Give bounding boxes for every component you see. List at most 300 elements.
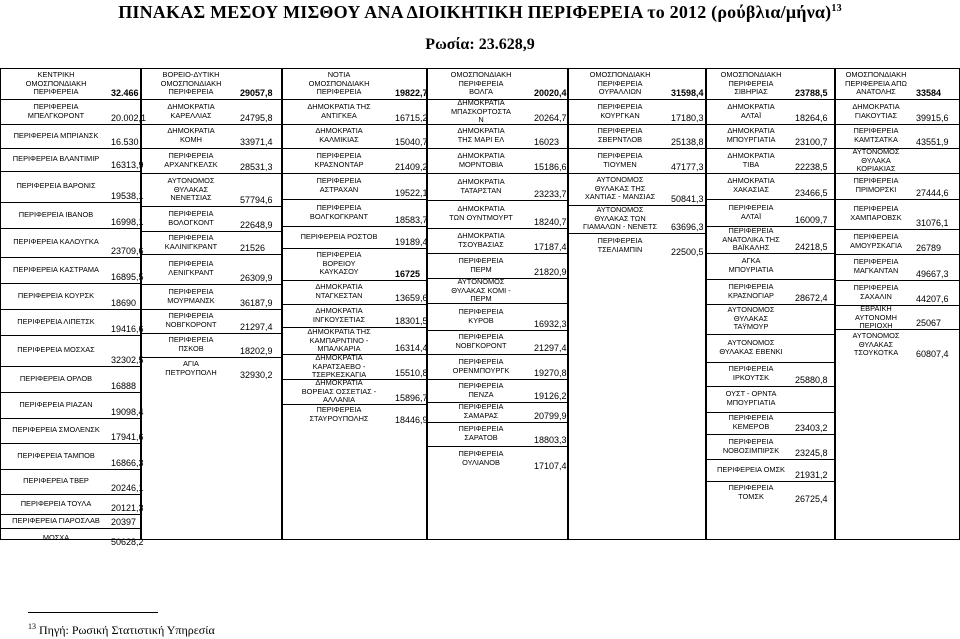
region-name: ΠΕΡΙΦΕΡΕΙΑ ΙΒΑΝΟΒ: [18, 210, 94, 219]
average-salary-value: 25880,8: [795, 375, 828, 385]
average-salary-value: 43551,9: [916, 137, 949, 147]
row-divider: [142, 284, 281, 285]
row-divider: [1, 228, 140, 229]
row-divider: [707, 481, 834, 482]
region-name: ΔΗΜΟΚΡΑΤΙΑ ΤΣΟΥΒΑΣΙΑΣ: [457, 231, 505, 249]
region-name: ΠΕΡΙΦΕΡΕΙΑ ΧΑΜΠΑΡΟΒΣΚ: [850, 204, 902, 222]
region-name: ΠΕΡΙΦΕΡΕΙΑ ΚΑΛΟΥΓΚΑ: [13, 237, 99, 246]
region-row: [428, 379, 567, 402]
average-salary-value: 21820,9: [534, 267, 567, 277]
region-row: [142, 231, 281, 254]
average-salary-value: 21526: [240, 243, 266, 253]
average-salary-value: 16932,3: [534, 319, 567, 329]
row-divider: [707, 124, 834, 125]
row-divider: [428, 173, 567, 174]
average-salary-value: 28531,3: [240, 162, 273, 172]
region-name: ΠΕΡΙΦΕΡΕΙΑ ΤΒΕΡ: [23, 476, 89, 485]
row-divider: [707, 434, 834, 435]
row-divider: [428, 402, 567, 403]
region-name: ΠΕΡΙΦΕΡΕΙΑ ΑΜΟΥΡΣΚΑΓΙΑ: [850, 232, 902, 250]
region-name: ΠΕΡΙΦΕΡΕΙΑ ΒΛΑΝΤΙΜΙΡ: [12, 154, 100, 163]
row-divider: [283, 304, 426, 305]
region-row: [428, 148, 567, 173]
region-name: ΔΗΜΟΚΡΑΤΙΑ ΜΟΡΝΤΟΒΙΑ: [457, 151, 505, 169]
region-row: [1, 469, 144, 494]
region-column: [427, 68, 568, 540]
region-name: ΔΗΜΟΚΡΑΤΙΑ ΤΗΣ ΜΑΡΙ ΕΛ: [457, 126, 505, 144]
row-divider: [428, 148, 567, 149]
region-row: [428, 253, 567, 278]
row-divider: [283, 99, 426, 100]
region-row: [1, 283, 140, 309]
region-row: [836, 254, 959, 280]
average-salary-value: 60807,4: [916, 349, 949, 359]
average-salary-value: 31076,1: [916, 218, 949, 228]
region-row: [283, 404, 426, 426]
average-salary-value: 20246,1: [111, 483, 144, 493]
row-divider: [707, 173, 834, 174]
region-name: ΒΟΡΕΙΟ-ΔΥΤΙΚΗ ΟΜΟΣΠΟΝΔΙΑΚΗ ΠΕΡΙΦΕΡΕΙΑ: [160, 70, 222, 97]
row-divider: [1, 528, 140, 529]
region-row: [428, 422, 567, 446]
region-name: ΔΗΜΟΚΡΑΤΙΑ ΧΑΚΑΣΙΑΣ: [727, 176, 775, 194]
region-row: [1, 335, 144, 366]
region-row: [428, 200, 567, 228]
region-row: [707, 434, 834, 459]
region-name: ΟΜΟΣΠΟΝΔΙΑΚΗ ΠΕΡΙΦΕΡΕΙΑ ΒΟΛΓΑ: [450, 70, 512, 97]
region-name: ΠΕΡΙΦΕΡΕΙΑ ΑΝΑΤΟΛΙΚΑ ΤΗΣ ΒΑΪΚΑΛΗΣ: [722, 226, 780, 253]
region-row: [707, 199, 834, 226]
row-divider: [707, 386, 834, 387]
average-salary-value: 19416,6: [111, 324, 144, 334]
region-row: [283, 248, 426, 280]
row-divider: [569, 173, 705, 174]
region-row: [707, 459, 834, 481]
row-divider: [707, 226, 834, 227]
region-row: [569, 124, 705, 148]
average-salary-value: 23100,7: [795, 137, 828, 147]
region-name: ΠΕΡΙΦΕΡΕΙΑ ΣΑΡΑΤΟΒ: [458, 424, 504, 442]
average-salary-value: 24795,8: [240, 113, 273, 123]
average-salary-value: 20264,7: [534, 113, 567, 123]
region-row: [836, 305, 959, 329]
region-name: ΠΕΡΙΦΕΡΕΙΑ ΜΠΕΛΓΚΟΡΟΝΤ: [27, 102, 85, 120]
region-name: ΟΜΟΣΠΟΝΔΙΑΚΗ ΠΕΡΙΦΕΡΕΙΑ ΑΠΩ ΑΝΑΤΟΛΗΣ: [845, 70, 907, 97]
region-name: ΑΥΤΟΝΟΜΟΣ ΘΥΛΑΚΑΣ ΤΑΫΜΟΥΡ: [727, 305, 775, 332]
average-salary-value: 44207,6: [916, 294, 949, 304]
average-salary-value: 18803,3: [534, 435, 567, 445]
region-row: [142, 309, 281, 333]
region-row: [569, 205, 705, 233]
average-salary-value: 22238,5: [795, 162, 828, 172]
row-divider: [428, 253, 567, 254]
row-divider: [1, 366, 140, 367]
region-row: [569, 99, 705, 124]
average-salary-value: 32930,2: [240, 370, 273, 380]
average-salary-value: 22500,5: [671, 247, 704, 257]
region-row: [428, 446, 567, 472]
region-name: ΠΕΡΙΦΕΡΕΙΑ ΟΡΛΟΒ: [19, 374, 93, 383]
average-salary-value: 29057,8: [240, 88, 273, 98]
average-salary-value: 16313,9: [111, 160, 144, 170]
average-salary-value: 16023: [534, 137, 560, 147]
average-salary-value: 26725,4: [795, 494, 828, 504]
region-name: ΔΗΜΟΚΡΑΤΙΑ ΤΗΣ ΑΝΤΙΓΚΕΑ: [307, 102, 371, 120]
row-divider: [1, 514, 140, 515]
average-salary-value: 16715,2: [395, 113, 428, 123]
average-salary-value: 17180,3: [671, 113, 704, 123]
region-name: ΠΕΡΙΦΕΡΕΙΑ ΚΟΥΡΓΚΑΝ: [597, 102, 643, 120]
region-name: ΠΕΡΙΦΕΡΕΙΑ ΠΣΚΟΒ: [168, 335, 214, 353]
average-salary-value: 15186,6: [534, 162, 567, 172]
region-name: ΠΕΡΙΦΕΡΕΙΑ ΒΟΡΕΙΟΥ ΚΑΥΚΑΣΟΥ: [316, 250, 362, 277]
region-row: [836, 99, 959, 124]
row-divider: [142, 254, 281, 255]
row-divider: [1, 418, 140, 419]
average-salary-value: 20799,9: [534, 411, 567, 421]
region-name: ΠΕΡΙΦΕΡΕΙΑ ΟΜΣΚ: [717, 465, 785, 474]
region-row: [142, 206, 281, 231]
federal-district-row: [707, 69, 834, 99]
region-row: [428, 402, 567, 422]
region-row: [428, 124, 567, 148]
region-row: [569, 233, 705, 258]
row-divider: [836, 173, 959, 174]
average-salary-value: 19538,1: [111, 191, 144, 201]
region-name: ΠΕΡΙΦΕΡΕΙΑ ΒΟΛΟΓΚΟΝΤ: [168, 209, 214, 227]
region-row: [428, 173, 567, 200]
region-name: ΚΕΝΤΡΙΚΗ ΟΜΟΣΠΟΝΔΙΑΚΗ ΠΕΡΙΦΕΡΕΙΑ: [25, 70, 87, 97]
row-divider: [836, 305, 959, 306]
average-salary-value: 31598,4: [671, 88, 704, 98]
row-divider: [283, 379, 426, 380]
region-row: [1, 228, 144, 257]
row-divider: [142, 309, 281, 310]
row-divider: [707, 334, 834, 335]
region-name: ΠΕΡΙΦΕΡΕΙΑ ΑΛΤΑΪ: [728, 203, 774, 221]
region-name: ΕΒΡΑΪΚΗ ΑΥΤΟΝΟΜΗ ΠΕΡΙΟΧΗ: [854, 304, 898, 331]
region-name: ΠΕΡΙΦΕΡΕΙΑ ΝΟΒΓΚΟΡΟΝΤ: [455, 332, 507, 350]
region-name: ΑΥΤΟΝΟΜΟΣ ΘΥΛΑΚΑΣ ΤΩΝ ΓΙΑΜΑΛΩΝ - ΝΕΝΕΤΣ: [582, 205, 658, 232]
region-name: ΠΕΡΙΦΕΡΕΙΑ ΣΑΧΑΛΙΝ: [853, 283, 899, 301]
row-divider: [836, 148, 959, 149]
region-row: [707, 304, 834, 334]
row-divider: [836, 329, 959, 330]
region-name: ΔΗΜΟΚΡΑΤΙΑ ΤΙΒΑ: [727, 151, 775, 169]
average-salary-value: 24218,5: [795, 242, 828, 252]
average-salary-value: 23245,8: [795, 448, 828, 458]
region-name: ΠΕΡΙΦΕΡΕΙΑ ΟΥΛΙΑΝΟΒ: [458, 449, 504, 467]
average-salary-value: 36187,9: [240, 298, 273, 308]
region-name: ΠΕΡΙΦΕΡΕΙΑ ΑΡΧΑΝΓΚΕΛΣΚ: [164, 151, 218, 169]
average-salary-value: 18690: [111, 298, 137, 308]
region-name: ΠΕΡΙΦΕΡΕΙΑ ΤΟΜΣΚ: [728, 483, 774, 501]
region-row: [142, 333, 281, 357]
average-salary-value: 21931,2: [795, 470, 828, 480]
region-row: [1, 514, 140, 528]
federal-district-row: [283, 69, 426, 99]
region-row: [428, 354, 567, 379]
region-column: [568, 68, 706, 540]
average-salary-value: 15040,7: [395, 137, 428, 147]
region-name: ΑΥΤΟΝΟΜΟΣ ΘΥΛΑΚΑΣ ΕΒΕΝΚΙ: [719, 338, 783, 356]
average-salary-value: 15896,7: [395, 393, 428, 403]
average-salary-value: 25067: [916, 318, 942, 328]
region-name: ΝΟΤΙΑ ΟΜΟΣΠΟΝΔΙΑΚΗ ΠΕΡΙΦΕΡΕΙΑ: [308, 70, 370, 97]
region-row: [707, 481, 834, 505]
region-row: [1, 528, 144, 548]
row-divider: [283, 148, 426, 149]
region-row: [428, 330, 567, 354]
region-row: [283, 280, 426, 304]
region-name: ΠΕΡΙΦΕΡΕΙΑ ΟΡΕΝΜΠΟΥΡΓΚ: [452, 357, 510, 375]
region-row: [283, 124, 426, 148]
region-name: ΠΕΡΙΦΕΡΕΙΑ ΤΟΥΛΑ: [20, 499, 92, 508]
region-name: ΔΗΜΟΚΡΑΤΙΑ ΙΝΓΚΟΥΣΕΤΙΑΣ: [312, 306, 366, 324]
row-divider: [428, 200, 567, 201]
region-name: ΟΜΟΣΠΟΝΔΙΑΚΗ ΠΕΡΙΦΕΡΕΙΑ ΟΥΡΑΛΛΙΩΝ: [589, 70, 651, 97]
region-row: [569, 148, 705, 173]
region-row: [142, 148, 281, 173]
region-name: ΠΕΡΙΦΕΡΕΙΑ ΠΡΙΜΟΡΣΚΙ: [853, 176, 899, 194]
region-name: ΠΕΡΙΦΕΡΕΙΑ ΝΟΒΓΚΟΡΟΝΤ: [165, 311, 217, 329]
region-name: ΠΕΡΙΦΕΡΕΙΑ ΤΙΟΥΜΕΝ: [597, 151, 643, 169]
row-divider: [707, 279, 834, 280]
region-name: ΠΕΡΙΦΕΡΕΙΑ ΣΑΜΑΡΑΣ: [458, 402, 504, 420]
region-name: ΔΗΜΟΚΡΑΤΙΑ ΤΑΤΑΡΣΤΑΝ: [457, 177, 505, 195]
average-salary-value: 33584: [916, 88, 942, 98]
region-row: [142, 173, 281, 206]
region-row: [836, 199, 959, 229]
region-row: [836, 173, 959, 199]
row-divider: [1, 257, 140, 258]
row-divider: [1, 392, 140, 393]
average-salary-value: 16.530: [111, 137, 139, 147]
region-name: ΔΗΜΟΚΡΑΤΙΑ ΚΑΛΜΙΚΙΑΣ: [315, 126, 363, 144]
page-title: ΠΙΝΑΚΑΣ ΜΕΣΟΥ ΜΙΣΘΟΥ ΑΝΑ ΔΙΟΙΚΗΤΙΚΗ ΠΕΡΙΦΕΡΕΙΑ το 2012 $(\rho oύ\beta\lambda\iota\alpha/\mu ή\nu\alpha)^{13}$: [118, 2, 842, 22]
average-salary-value: 16314,4: [395, 343, 428, 353]
row-divider: [707, 99, 834, 100]
row-divider: [428, 422, 567, 423]
row-divider: [428, 379, 567, 380]
region-name: ΔΗΜΟΚΡΑΤΙΑ ΜΠΟΥΡΓΙΑΤΙΑ: [726, 126, 776, 144]
region-name: ΠΕΡΙΦΕΡΕΙΑ ΡΙΑΖΑΝ: [19, 400, 93, 409]
average-salary-value: 63696,3: [671, 222, 704, 232]
region-row: [283, 173, 426, 199]
row-divider: [1, 124, 140, 125]
average-salary-value: 23788,5: [795, 88, 828, 98]
region-name: ΠΕΡΙΦΕΡΕΙΑ ΚΕΜΕΡΟΒ: [728, 413, 774, 431]
region-row: [1, 366, 140, 392]
average-salary-value: 23466,5: [795, 188, 828, 198]
federal-district-row: [569, 69, 705, 99]
region-name: ΠΕΡΙΦΕΡΕΙΑ ΜΟΣΧΑΣ: [17, 345, 95, 354]
region-row: [283, 226, 426, 248]
footnote: $^{13}$ Πηγή: Ρωσική Στατιστική Υπηρεσία: [28, 622, 215, 637]
average-salary-value: 39915,6: [916, 113, 949, 123]
region-name: ΠΕΡΙΦΕΡΕΙΑ ΜΑΓΚΑΝΤΑΝ: [853, 257, 899, 275]
region-row: [707, 362, 834, 386]
row-divider: [707, 199, 834, 200]
row-divider: [569, 124, 705, 125]
row-divider: [283, 404, 426, 405]
average-salary-value: 21409,2: [395, 162, 428, 172]
row-divider: [836, 124, 959, 125]
region-row: [1, 494, 144, 514]
row-divider: [707, 412, 834, 413]
average-salary-value: 13659,6: [395, 293, 428, 303]
row-divider: [707, 459, 834, 460]
row-divider: [428, 124, 567, 125]
region-name: ΠΕΡΙΦΕΡΕΙΑ ΚΟΥΡΣΚ: [17, 291, 95, 300]
region-column: [0, 68, 147, 547]
row-divider: [142, 333, 281, 334]
region-name: ΔΗΜΟΚΡΑΤΙΑ ΤΩΝ ΟΥΝΤΜΟΥΡΤ: [449, 204, 513, 222]
region-row: [707, 412, 834, 434]
region-row: [707, 386, 834, 412]
region-name: ΔΗΜΟΚΡΑΤΙΑ ΜΠΑΣΚΟΡΤΟΣΤΑ Ν: [451, 98, 511, 125]
region-row: [707, 226, 834, 253]
region-name: ΠΕΡΙΦΕΡΕΙΑ ΣΜΟΛΕΝΣΚ: [12, 425, 100, 434]
region-row: [836, 148, 959, 173]
average-salary-value: 19189,4: [395, 237, 428, 247]
average-salary-value: 23709,6: [111, 246, 144, 256]
region-row: [569, 173, 705, 205]
region-row: [283, 199, 426, 226]
region-name: ΔΗΜΟΚΡΑΤΙΑ ΚΑΡΑΤΣΑΕΒΟ - ΤΣΕΡΚΕΣΚΑΓΙΑ: [311, 353, 367, 380]
region-name: ΔΗΜΟΚΡΑΤΙΑ ΚΟΜΗ: [167, 126, 215, 144]
region-name: ΠΕΡΙΦΕΡΕΙΑ ΠΕΡΜ: [458, 256, 504, 274]
region-column: [141, 68, 282, 540]
average-salary-value: 21297,4: [534, 343, 567, 353]
region-row: [836, 229, 959, 254]
region-row: [707, 148, 834, 173]
region-row: [1, 392, 144, 418]
row-divider: [142, 357, 281, 358]
average-salary-value: 19522,1: [395, 188, 428, 198]
footnote-reference: 13: [831, 3, 842, 14]
average-salary-value: 32302,5: [111, 355, 144, 365]
row-divider: [836, 280, 959, 281]
region-name: ΠΕΡΙΦΕΡΕΙΑ ΙΡΚΟΥΤΣΚ: [728, 364, 774, 382]
region-name: ΠΕΡΙΦΕΡΕΙΑ ΜΠΡΙΑΝΣΚ: [13, 131, 99, 140]
region-name: ΠΕΡΙΦΕΡΕΙΑ ΡΟΣΤΟΒ: [300, 232, 378, 241]
average-salary-value: 16725: [395, 269, 421, 279]
region-name: ΠΕΡΙΦΕΡΕΙΑ ΓΙΑΡΟΣΛΑΒ: [12, 516, 100, 525]
average-salary-value: 32.466: [111, 88, 139, 98]
row-divider: [1, 148, 140, 149]
row-divider: [428, 446, 567, 447]
region-row: [707, 279, 834, 304]
row-divider: [707, 362, 834, 363]
region-name: ΠΕΡΙΦΕΡΕΙΑ ΒΑΡΟΝΙΣ: [16, 181, 96, 190]
average-salary-value: 21297,4: [240, 322, 273, 332]
average-salary-value: 33971,4: [240, 137, 273, 147]
row-divider: [142, 148, 281, 149]
region-row: [428, 228, 567, 253]
average-salary-value: 18583,7: [395, 215, 428, 225]
salary-table: [0, 68, 960, 547]
region-row: [283, 99, 426, 124]
region-row: [836, 280, 959, 305]
region-row: [1, 257, 144, 283]
average-salary-value: 50841,3: [671, 194, 704, 204]
region-row: [1, 202, 144, 228]
row-divider: [1, 494, 140, 495]
average-salary-value: 18240,7: [534, 217, 567, 227]
average-salary-value: 16998,1: [111, 217, 144, 227]
region-row: [142, 99, 281, 124]
row-divider: [283, 226, 426, 227]
row-divider: [1, 202, 140, 203]
average-salary-value: 19126,2: [534, 391, 567, 401]
region-name: ΠΕΡΙΦΕΡΕΙΑ ΛΕΝΙΓΚΡΑΝΤ: [168, 259, 214, 277]
region-name: ΠΕΡΙΦΕΡΕΙΑ ΣΤΑΥΡΟΥΠΟΛΗΣ: [309, 405, 369, 423]
row-divider: [428, 303, 567, 304]
region-row: [1, 418, 144, 443]
region-row: [707, 334, 834, 362]
region-row: [428, 99, 567, 124]
average-salary-value: 15510,8: [395, 368, 428, 378]
region-name: ΑΥΤΟΝΟΜΟΣ ΘΥΛΑΚΑ ΚΟΡΙΑΚΙΑΣ: [852, 147, 900, 174]
region-row: [1, 148, 144, 171]
region-name: ΟΥΣΤ - ΟΡΝΤΑ ΜΠΟΥΡΓΙΑΤΙΑ: [725, 389, 777, 407]
region-name: ΠΕΡΙΦΕΡΕΙΑ ΝΟΒΟΣΙΜΠΙΡΣΚ: [722, 437, 780, 455]
region-row: [836, 329, 959, 360]
row-divider: [1, 335, 140, 336]
region-name: ΠΕΡΙΦΕΡΕΙΑ ΣΒΕΡΝΤΛΟΒ: [597, 126, 643, 144]
row-divider: [283, 199, 426, 200]
footnote-divider: [28, 612, 158, 613]
average-salary-value: 26789: [916, 243, 942, 253]
row-divider: [836, 229, 959, 230]
row-divider: [569, 233, 705, 234]
region-name: ΠΕΡΙΦΕΡΕΙΑ ΚΑΜΤΣΑΤΚΑ: [853, 126, 899, 144]
row-divider: [569, 205, 705, 206]
row-divider: [1, 469, 140, 470]
row-divider: [428, 354, 567, 355]
average-salary-value: 17941,6: [111, 432, 144, 442]
row-divider: [142, 124, 281, 125]
region-name: ΠΕΡΙΦΕΡΕΙΑ ΚΑΛΙΝΙΓΚΡΑΝΤ: [164, 233, 218, 251]
row-divider: [569, 99, 705, 100]
row-divider: [142, 173, 281, 174]
region-name: ΔΗΜΟΚΡΑΤΙΑ ΝΤΑΓΚΕΣΤΑΝ: [315, 282, 363, 300]
region-name: ΠΕΡΙΦΕΡΕΙΑ ΤΑΜΠΟΒ: [17, 451, 95, 460]
row-divider: [142, 206, 281, 207]
row-divider: [428, 99, 567, 100]
row-divider: [836, 99, 959, 100]
region-name: ΠΕΡΙΦΕΡΕΙΑ ΒΟΛΓΚΟΓΚΡΑΝΤ: [309, 203, 369, 221]
average-salary-value: 19822,7: [395, 88, 428, 98]
row-divider: [428, 330, 567, 331]
average-salary-value: 17107,4: [534, 461, 567, 471]
federal-district-row: [142, 69, 281, 99]
region-row: [283, 148, 426, 173]
page-subtitle: Ρωσία: 23.628,9: [425, 36, 535, 53]
region-row: [283, 327, 426, 354]
federal-district-row: [1, 69, 140, 99]
row-divider: [283, 124, 426, 125]
average-salary-value: 16888: [111, 381, 137, 391]
average-salary-value: 23403,2: [795, 423, 828, 433]
region-name: ΜΟΣΧΑ: [42, 533, 70, 542]
region-name: ΠΕΡΙΦΕΡΕΙΑ ΠΕΝΖΑ: [458, 381, 504, 399]
average-salary-value: 50628,2: [111, 537, 144, 547]
region-row: [707, 173, 834, 199]
region-row: [836, 124, 959, 148]
region-column: [706, 68, 835, 540]
